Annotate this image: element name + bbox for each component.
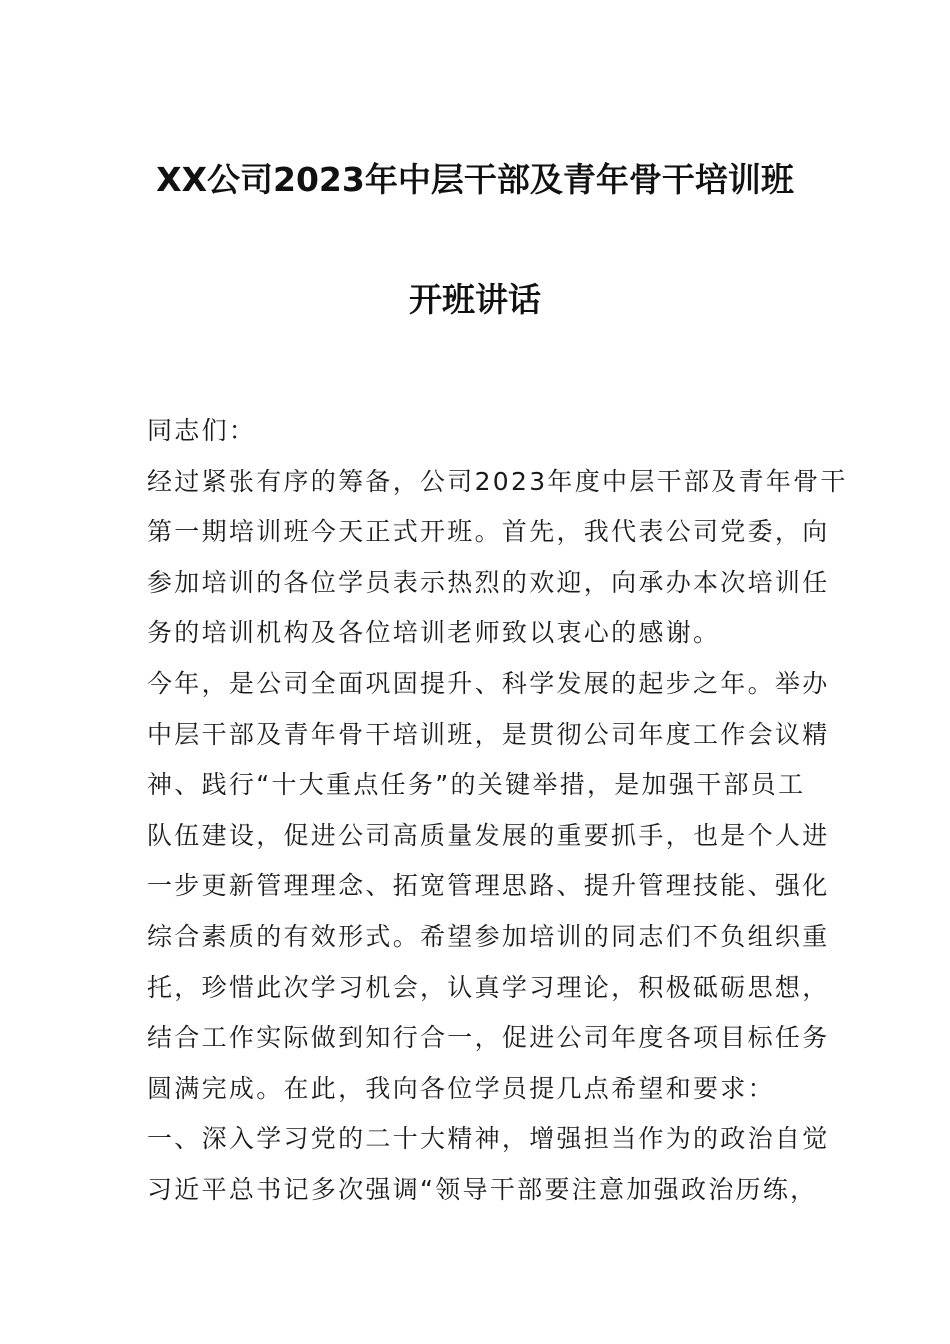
document-title-line-2: 开班讲话 bbox=[409, 280, 541, 319]
body-line: 结合工作实际做到知行合一，促进公司年度各项目标任务 bbox=[147, 1023, 830, 1053]
document-title-line-1: XX公司2023年中层干部及青年骨干培训班 bbox=[156, 160, 794, 199]
body-line: 经过紧张有序的筹备，公司2023年度中层干部及青年骨干 bbox=[147, 466, 848, 496]
body-line: 队伍建设，促进公司高质量发展的重要抓手，也是个人进 bbox=[147, 820, 830, 850]
body-line: 第一期培训班今天正式开班。首先，我代表公司党委，向 bbox=[147, 517, 830, 547]
body-line: 一步更新管理理念、拓宽管理思路、提升管理技能、强化 bbox=[147, 871, 830, 901]
body-line: 习近平总书记多次强调“领导干部要注意加强政治历练， bbox=[147, 1174, 818, 1204]
document-body bbox=[147, 409, 848, 1219]
body-line: 圆满完成。在此，我向各位学员提几点希望和要求： bbox=[147, 1073, 775, 1103]
greeting-line: 同志们： bbox=[147, 416, 257, 445]
body-line: 参加培训的各位学员表示热烈的欢迎，向承办本次培训任 bbox=[147, 567, 830, 597]
body-line: 神、践行“十大重点任务”的关键举措，是加强干部员工 bbox=[147, 770, 806, 800]
body-line: 中层干部及青年骨干培训班，是贯彻公司年度工作会议精 bbox=[147, 719, 830, 749]
body-line: 务的培训机构及各位培训老师致以衷心的感谢。 bbox=[147, 618, 721, 648]
section-heading-1: 一、深入学习党的二十大精神，增强担当作为的政治自觉 bbox=[147, 1124, 830, 1154]
body-line: 托，珍惜此次学习机会，认真学习理论，积极砥砺思想， bbox=[147, 972, 830, 1002]
body-line: 今年，是公司全面巩固提升、科学发展的起步之年。举办 bbox=[147, 668, 830, 698]
body-line: 综合素质的有效形式。希望参加培训的同志们不负组织重 bbox=[147, 921, 830, 951]
